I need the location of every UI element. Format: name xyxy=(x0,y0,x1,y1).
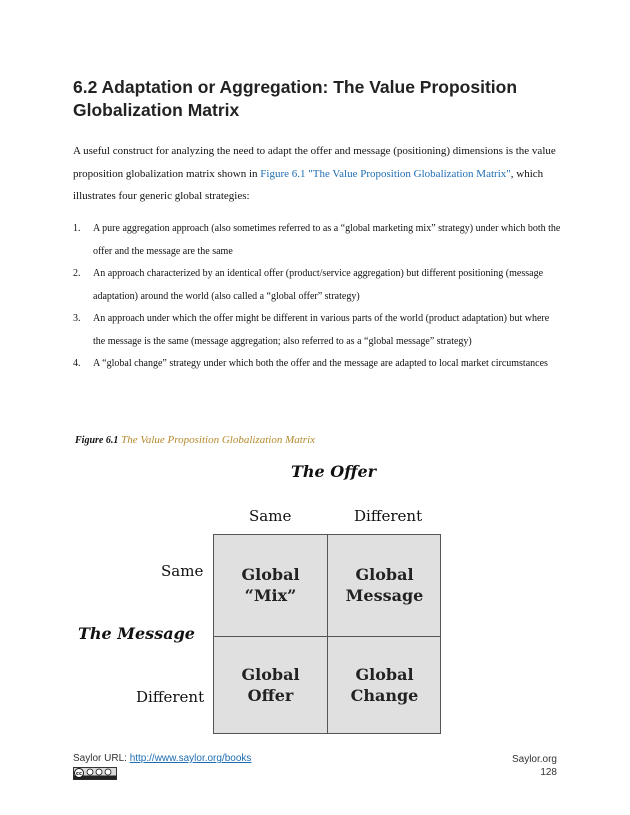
offer-axis-title: The Offer xyxy=(291,462,377,481)
column-label-different: Different xyxy=(354,507,423,525)
footer-page-info xyxy=(512,753,557,779)
figure-label: Figure 6.1 xyxy=(75,435,119,446)
page-number: 128 xyxy=(540,767,557,778)
footer-site: Saylor.org xyxy=(511,754,557,765)
column-label-same: Same xyxy=(249,507,292,525)
cell-global-offer: Global Offer xyxy=(241,665,300,705)
list-item-text: A “global change” strategy under which both the offer and the message are adapted to local market circumstances xyxy=(93,358,548,369)
row-label-same: Same xyxy=(161,562,204,580)
figure-title: The Value Proposition Globalization Matrix xyxy=(121,434,316,446)
footer-source xyxy=(73,753,251,764)
list-item-number: 1. xyxy=(73,223,81,234)
creative-commons-license-icon xyxy=(73,767,117,780)
intro-text-end: , which illustrates four generic global strategies: xyxy=(73,167,544,202)
row-label-different: Different xyxy=(136,688,205,706)
svg-text:cc: cc xyxy=(76,771,82,777)
footer-url-link[interactable]: http://www.saylor.org/books xyxy=(129,753,252,764)
cell-global-change: Global Change xyxy=(350,665,419,705)
list-item-number: 3. xyxy=(73,313,81,324)
list-item-text: An approach under which the offer might be different in various parts of the world (product adaptation) but where the message is the same (message aggregation; also referred to as a “global message” strategy) xyxy=(93,313,550,347)
cell-global-mix: Global “Mix” xyxy=(241,565,300,605)
intro-text: A useful construct for analyzing the need to adapt the offer and message (positioning) dimensions is the value proposition globalization matrix shown in xyxy=(73,145,556,180)
list-item-number: 2. xyxy=(73,268,81,279)
list-item-text: An approach characterized by an identical offer (product/service aggregation) but different positioning (message adaptation) around the world (also called a “global offer” strategy) xyxy=(93,268,544,302)
list-item-text: A pure aggregation approach (also sometimes referred to as a “global marketing mix” strategy) under which both the offer and the message are the same xyxy=(93,223,561,257)
section-heading: 6.2 Adaptation or Aggregation: The Value Proposition Globalization Matrix xyxy=(73,77,518,120)
footer-url-label: Saylor URL: xyxy=(73,753,130,764)
figure-link[interactable]: Figure 6.1 "The Value Proposition Globalization Matrix" xyxy=(260,167,511,180)
cell-global-message: Global Message xyxy=(345,565,424,605)
message-axis-title: The Message xyxy=(78,624,195,643)
matrix-grid xyxy=(213,534,441,734)
list-item-number: 4. xyxy=(73,358,81,369)
